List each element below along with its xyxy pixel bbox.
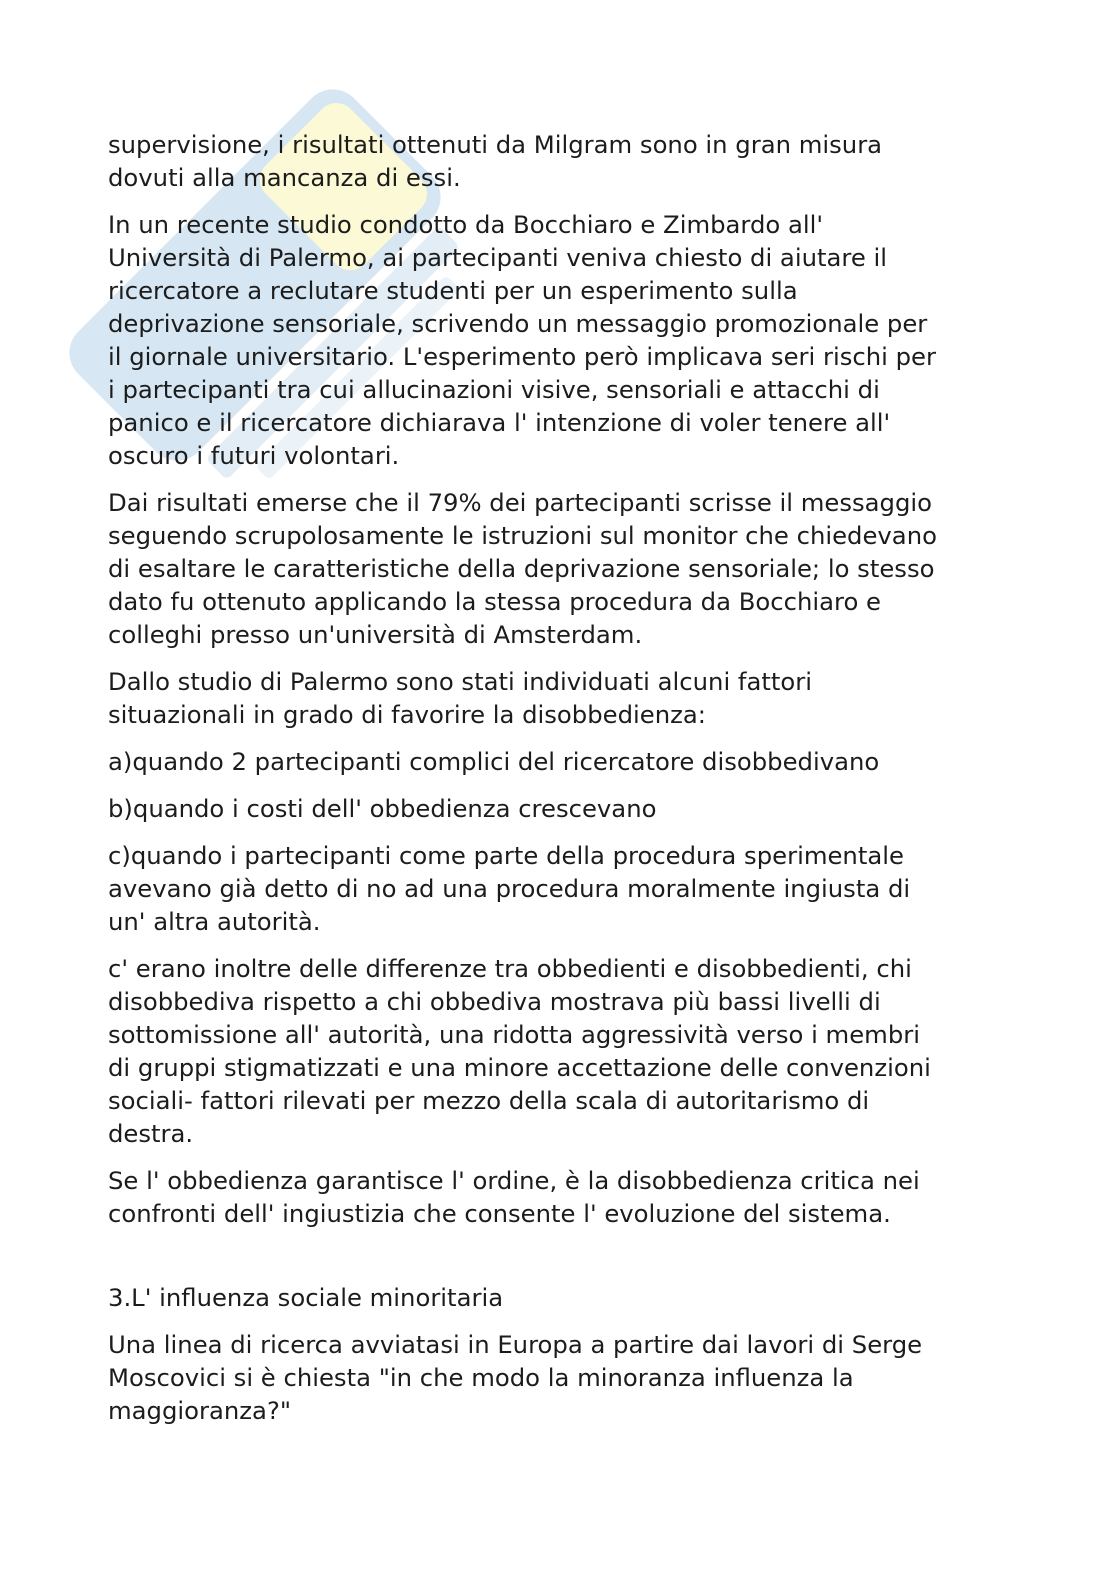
- text-line: di esaltare le caratteristiche della deprivazione sensoriale; lo stesso: [108, 554, 935, 583]
- text-line: Moscovici si è chiesta "in che modo la minoranza influenza la: [108, 1363, 854, 1392]
- text-line: sottomissione all' autorità, una ridotta aggressività verso i membri: [108, 1020, 920, 1049]
- text-line: Una linea di ricerca avviatasi in Europa a partire dai lavori di Serge: [108, 1330, 923, 1359]
- paragraph-differences: [108, 952, 1008, 1150]
- text-line: dovuti alla mancanza di essi.: [108, 163, 461, 192]
- paragraph-palermo-study: [108, 208, 1008, 472]
- text-line: sociali- fattori rilevati per mezzo della scala di autoritarismo di: [108, 1086, 870, 1115]
- text-line: In un recente studio condotto da Bocchiaro e Zimbardo all': [108, 210, 824, 239]
- section-heading: 3.L' influenza sociale minoritaria: [108, 1283, 504, 1312]
- list-item-c: [108, 839, 1008, 938]
- section-spacer: [108, 1244, 1008, 1281]
- text-line: dato fu ottenuto applicando la stessa procedura da Bocchiaro e: [108, 587, 881, 616]
- text-line: confronti dell' ingiustizia che consente l' evoluzione del sistema.: [108, 1199, 891, 1228]
- text-line: Dallo studio di Palermo sono stati individuati alcuni fattori: [108, 667, 813, 696]
- text-line: disobbediva rispetto a chi obbediva mostrava più bassi livelli di: [108, 987, 881, 1016]
- text-line: il giornale universitario. L'esperimento però implicava seri rischi per: [108, 342, 936, 371]
- text-line: a)quando 2 partecipanti complici del ricercatore disobbedivano: [108, 747, 880, 776]
- list-item-a: [108, 745, 1008, 778]
- paragraph-conclusion: [108, 1164, 1008, 1230]
- text-line: oscuro i futuri volontari.: [108, 441, 400, 470]
- text-line: avevano già detto di no ad una procedura moralmente ingiusta di: [108, 874, 911, 903]
- paragraph-milgram-supervision: [108, 128, 1008, 194]
- paragraph-results: [108, 486, 1008, 651]
- text-line: b)quando i costi dell' obbedienza crescevano: [108, 794, 657, 823]
- text-line: colleghi presso un'università di Amsterdam.: [108, 620, 643, 649]
- text-line: c' erano inoltre delle differenze tra obbedienti e disobbedienti, chi: [108, 954, 912, 983]
- text-line: i partecipanti tra cui allucinazioni visive, sensoriali e attacchi di: [108, 375, 880, 404]
- text-line: di gruppi stigmatizzati e una minore accettazione delle convenzioni: [108, 1053, 931, 1082]
- text-line: destra.: [108, 1119, 194, 1148]
- text-line: ricercatore a reclutare studenti per un esperimento sulla: [108, 276, 798, 305]
- text-line: situazionali in grado di favorire la disobbedienza:: [108, 700, 706, 729]
- document-body: [108, 128, 1008, 1441]
- text-line: panico e il ricercatore dichiarava l' intenzione di voler tenere all': [108, 408, 891, 437]
- text-line: maggioranza?": [108, 1396, 292, 1425]
- text-line: un' altra autorità.: [108, 907, 321, 936]
- paragraph-moscovici: [108, 1328, 1008, 1427]
- text-line: supervisione, i risultati ottenuti da Milgram sono in gran misura: [108, 130, 883, 159]
- paragraph-situational-factors: [108, 665, 1008, 731]
- text-line: Università di Palermo, ai partecipanti veniva chiesto di aiutare il: [108, 243, 888, 272]
- list-item-b: [108, 792, 1008, 825]
- text-line: Dai risultati emerse che il 79% dei partecipanti scrisse il messaggio: [108, 488, 932, 517]
- text-line: seguendo scrupolosamente le istruzioni sul monitor che chiedevano: [108, 521, 937, 550]
- text-line: c)quando i partecipanti come parte della procedura sperimentale: [108, 841, 904, 870]
- text-line: deprivazione sensoriale, scrivendo un messaggio promozionale per: [108, 309, 928, 338]
- text-line: Se l' obbedienza garantisce l' ordine, è la disobbedienza critica nei: [108, 1166, 920, 1195]
